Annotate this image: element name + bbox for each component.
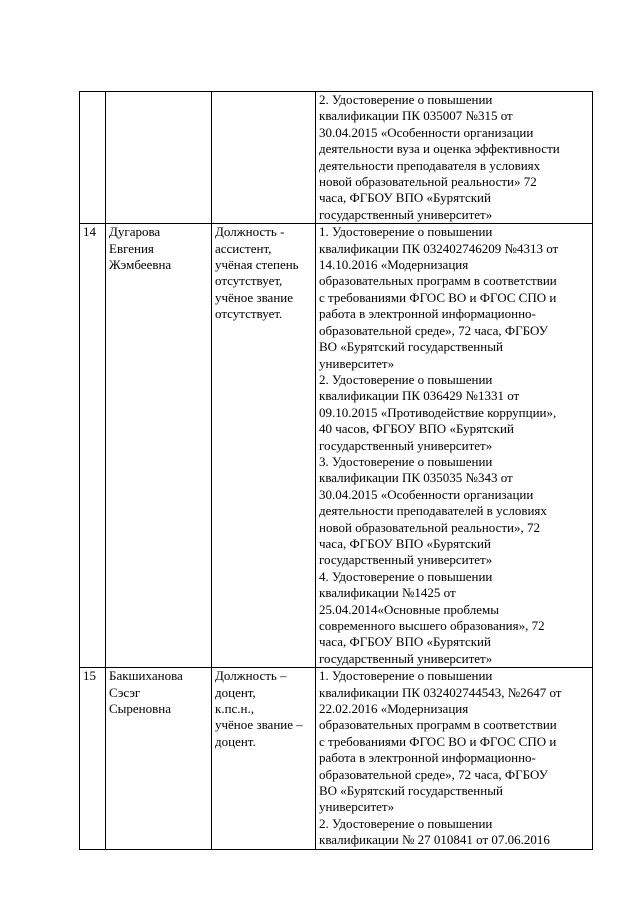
qualification-line: 25.04.2014«Основные проблемы: [319, 601, 499, 617]
qualification-line: 30.04.2015 «Особенности организации: [319, 124, 534, 140]
qualification-line: образовательной среде», 72 часа, ФГБОУ: [319, 766, 548, 782]
qualification-line: квалификации ПК 032402744543, №2647 от: [319, 684, 562, 700]
qualification-line: 22.02.2016 «Модернизация: [319, 701, 469, 717]
qualification-line: 2. Удостоверение о повышении: [319, 92, 493, 107]
qualification-line: 14.10.2016 «Модернизация: [319, 257, 469, 273]
position-line: учёное звание –: [215, 717, 303, 733]
qualification-line: с требованиями ФГОС ВО и ФГОС СПО и: [319, 733, 557, 749]
name-line: Сэсэг: [109, 684, 141, 700]
position-line: Должность –: [215, 668, 287, 684]
name-cell: [106, 668, 212, 849]
position-line: ассистент,: [215, 240, 272, 256]
qualification-entry: [319, 668, 589, 816]
qualification-line: работа в электронной информационно-: [319, 750, 536, 766]
qualification-line: часа, ФГБОУ ВПО «Бурятский: [319, 634, 491, 650]
qualification-line: 09.10.2015 «Противодействие коррупции»,: [319, 404, 557, 420]
row-number: 15: [83, 668, 96, 684]
qualification-line: часа, ФГБОУ ВПО «Бурятский: [319, 535, 491, 551]
qualification-line: квалификации ПК 032402746209 №4313 от: [319, 240, 559, 256]
name-cell: [106, 92, 212, 224]
qualification-line: университет»: [319, 355, 395, 371]
qualification-line: 4. Удостоверение о повышении: [319, 568, 493, 584]
qualification-line: 1. Удостоверение о повышении: [319, 224, 493, 240]
qualification-line: квалификации ПК 035007 №315 от: [319, 108, 513, 124]
row-number-cell: [80, 224, 106, 668]
qualification-line: работа в электронной информационно-: [319, 306, 536, 322]
position-line: Должность -: [215, 224, 285, 240]
qualification-line: образовательных программ в соответствии: [319, 717, 557, 733]
qualification-line: 1. Удостоверение о повышении: [319, 668, 493, 684]
row-number-cell: [80, 92, 106, 224]
qualification-line: часа, ФГБОУ ВПО «Бурятский: [319, 190, 491, 206]
qualification-line: деятельности преподавателя в условиях: [319, 157, 541, 173]
staff-qualification-table: [79, 91, 593, 850]
qualification-line: 30.04.2015 «Особенности организации: [319, 486, 534, 502]
qualification-entry: [319, 92, 589, 223]
qualification-line: новой образовательной реальности», 72: [319, 519, 541, 535]
qualification-entry: [319, 569, 589, 667]
qualification-line: квалификации № 27 010841 от 07.06.2016: [319, 832, 550, 848]
name-cell: [106, 224, 212, 668]
qualification-line: 3. Удостоверение о повышении: [319, 453, 493, 469]
qualification-cell: [316, 668, 593, 849]
qualification-line: образовательной среде», 72 часа, ФГБОУ: [319, 322, 548, 338]
position-cell: [212, 224, 316, 668]
qualification-line: государственный университет»: [319, 437, 493, 453]
position-line: учёное звание: [215, 289, 293, 305]
qualification-line: образовательных программ в соответствии: [319, 273, 557, 289]
qualification-line: государственный университет»: [319, 206, 493, 222]
position-line: учёная степень: [215, 257, 299, 273]
qualification-line: деятельности вуза и оценка эффективности: [319, 141, 560, 157]
qualification-entry: [319, 372, 589, 454]
qualification-line: 40 часов, ФГБОУ ВПО «Бурятский: [319, 421, 514, 437]
position-cell: [212, 668, 316, 849]
position-line: к.пс.н.,: [215, 701, 254, 717]
qualification-line: новой образовательной реальности» 72: [319, 174, 537, 190]
qualification-entry: [319, 224, 589, 372]
qualification-line: 2. Удостоверение о повышении: [319, 815, 493, 831]
table-row: [80, 668, 593, 849]
qualification-line: квалификации №1425 от: [319, 585, 456, 601]
qualification-cell: [316, 224, 593, 668]
qualification-cell: [316, 92, 593, 224]
qualification-line: университет»: [319, 799, 395, 815]
qualification-line: ВО «Бурятский государственный: [319, 783, 503, 799]
row-number-cell: [80, 668, 106, 849]
row-number: 14: [83, 224, 96, 240]
name-line: Сыреновна: [109, 701, 171, 717]
qualification-entry: [319, 454, 589, 569]
qualification-entry: [319, 816, 589, 849]
name-line: Евгения: [109, 240, 154, 256]
qualification-line: государственный университет»: [319, 552, 493, 568]
qualification-line: с требованиями ФГОС ВО и ФГОС СПО и: [319, 289, 557, 305]
qualification-line: государственный университет»: [319, 650, 493, 666]
qualification-line: современного высшего образования», 72: [319, 618, 545, 633]
table-row: [80, 224, 593, 668]
name-line: Жэмбеевна: [109, 257, 172, 273]
position-line: доцент,: [215, 684, 256, 700]
qualification-line: деятельности преподавателей в условиях: [319, 503, 547, 519]
table-row: [80, 92, 593, 224]
position-line: отсутствует,: [215, 273, 283, 289]
position-line: доцент.: [215, 733, 256, 749]
qualification-line: ВО «Бурятский государственный: [319, 339, 503, 355]
qualification-line: 2. Удостоверение о повышении: [319, 371, 493, 387]
position-line: отсутствует.: [215, 306, 283, 322]
qualification-line: квалификации ПК 035035 №343 от: [319, 470, 513, 486]
name-line: Дугарова: [109, 224, 161, 240]
name-line: Бакшиханова: [109, 668, 183, 684]
qualification-line: квалификации ПК 036429 №1331 от: [319, 388, 520, 404]
position-cell: [212, 92, 316, 224]
